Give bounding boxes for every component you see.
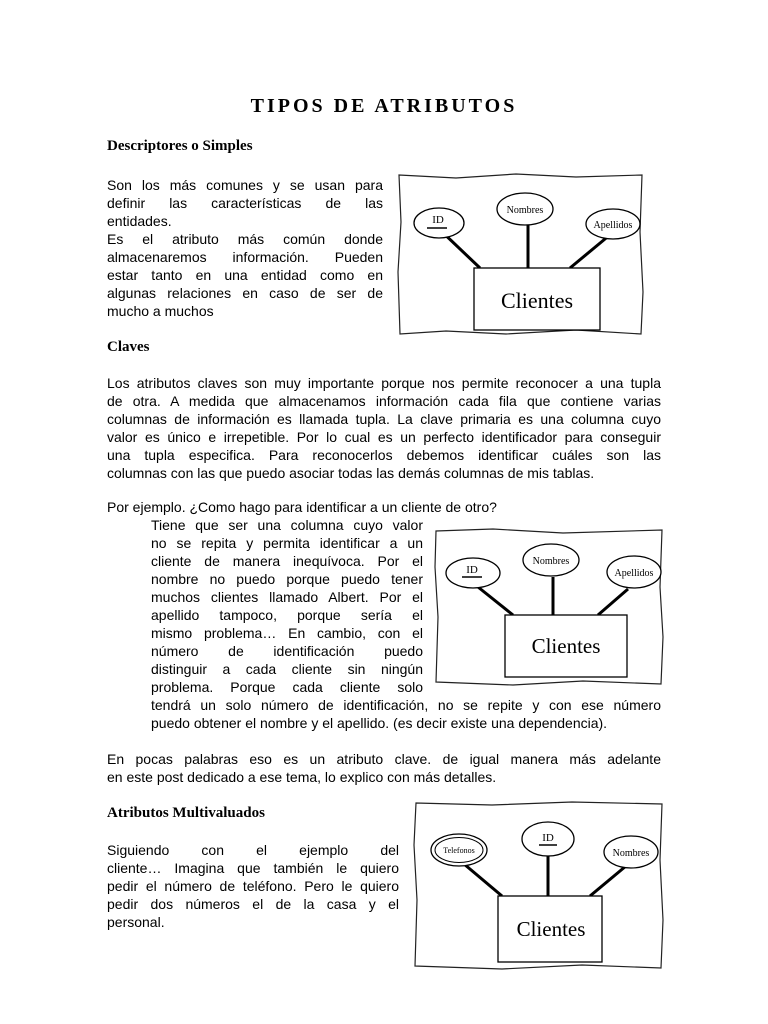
text-line: no se repita y permita identificar a un	[151, 535, 423, 551]
heading-claves: Claves	[107, 339, 150, 355]
text-line: distinguir a cada cliente sin ningún	[151, 661, 423, 677]
attr-label-id: ID	[466, 564, 478, 576]
text-line: de otra. A medida que almacenamos información cada fila que contiene varias	[107, 393, 661, 409]
paragraph-multivaluados	[107, 841, 399, 931]
attr-label-telefonos: Telefonos	[443, 846, 475, 855]
text-line: algunas relaciones en caso de ser de	[107, 285, 383, 301]
paragraph-claves	[107, 374, 661, 482]
paragraph-example-tail	[151, 696, 661, 732]
text-line: valor es único e irrepetible. Por lo cual es un perfecto identificador para conseguir	[107, 429, 661, 445]
text-line: pedir el número de teléfono. Pero le quiero	[107, 878, 399, 894]
text-line: estar tanto en una entidad como en	[107, 267, 383, 283]
text-line: columnas de información es llamada tupla. La clave primaria es una columna cuyo	[107, 411, 661, 427]
text-line: mucho a muchos	[107, 303, 214, 319]
example-intro	[107, 498, 661, 516]
text-line: pedir dos números el de la casa y el	[107, 896, 399, 912]
heading-multivaluados: Atributos Multivaluados	[107, 805, 265, 821]
entity-label: Clientes	[516, 917, 586, 941]
text-line: nombre no puedo porque puedo tener	[151, 571, 423, 587]
attr-label-id: ID	[542, 832, 554, 844]
text-line: problema. Porque cada cliente solo	[151, 679, 423, 695]
text-line: muchos clientes llamado Albert. Por el	[151, 589, 423, 605]
text-line: columnas con las que puedo asociar todas las demás columnas de mis tablas.	[107, 465, 595, 481]
attr-label-apellidos: Apellidos	[593, 220, 633, 231]
text-line: Siguiendo con el ejemplo del	[107, 842, 399, 858]
text-line: puedo obtener el nombre y el apellido. (es decir existe una dependencia).	[151, 715, 608, 731]
text-line: definir las características de las	[107, 195, 383, 211]
er-diagram-claves	[433, 527, 665, 687]
text-line: Por ejemplo. ¿Como hago para identificar a un cliente de otro?	[107, 499, 497, 515]
attr-label-id: ID	[432, 214, 444, 226]
entity-label: Clientes	[500, 288, 574, 313]
text-line: Los atributos claves son muy importante porque nos permite reconocer a una tupla	[107, 375, 661, 391]
attr-label-apellidos: Apellidos	[614, 568, 654, 579]
text-line: número de identificación puedo	[151, 643, 423, 659]
attr-label-nombres: Nombres	[532, 556, 570, 567]
text-line: En pocas palabras eso es un atributo clave. de igual manera más adelante	[107, 751, 661, 767]
attr-label-nombres: Nombres	[506, 205, 544, 216]
er-diagram-multivaluados	[412, 800, 666, 972]
text-line: una tupla especifica. Para reconocerlos debemos identificar cuáles son las	[107, 447, 661, 463]
text-line: tendrá un solo número de identificación, no se repite y con ese número	[151, 697, 661, 713]
heading-simples: Descriptores o Simples	[107, 138, 253, 154]
attr-label-nombres: Nombres	[612, 848, 650, 859]
page-title: TIPOS DE ATRIBUTOS	[250, 95, 518, 117]
entity-label: Clientes	[531, 634, 601, 658]
text-line: cliente… Imagina que también le quiero	[107, 860, 399, 876]
text-line: apellido tampoco, porque sería el	[151, 607, 423, 623]
text-line: Es el atributo más común donde	[107, 231, 383, 247]
paragraph-summary	[107, 750, 661, 786]
text-line: en este post dedicado a ese tema, lo explico con más detalles.	[107, 769, 497, 785]
er-diagram-simples	[396, 172, 646, 337]
text-line: cliente de manera inequívoca. Por el	[151, 553, 423, 569]
text-line: mismo problema… En cambio, con el	[151, 625, 423, 641]
text-line: personal.	[107, 914, 165, 930]
paragraph-example	[151, 516, 423, 696]
text-line: entidades.	[107, 213, 172, 229]
paragraph-simples	[107, 176, 383, 320]
text-line: almacenaremos información. Pueden	[107, 249, 383, 265]
text-line: Son los más comunes y se usan para	[107, 177, 383, 193]
text-line: Tiene que ser una columna cuyo valor	[151, 517, 423, 533]
